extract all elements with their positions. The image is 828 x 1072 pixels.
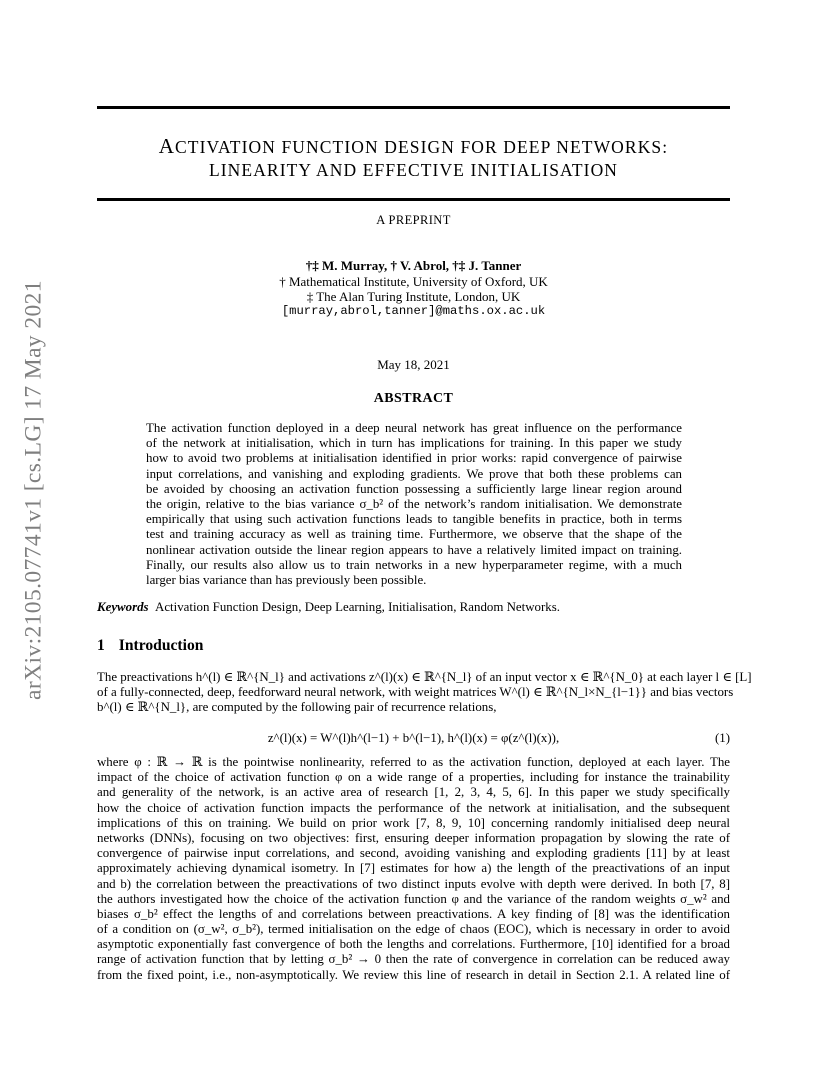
arxiv-stamp-text: arXiv:2105.07741v1 [cs.LG] 17 May 2021 (20, 280, 47, 700)
section-title: Introduction (118, 637, 204, 654)
abstract-line: input correlations, and vanishing and exploding gradients. We prove that both these problems can (146, 466, 682, 481)
affiliation-turing: ‡ The Alan Turing Institute, London, UK (306, 289, 521, 304)
body-line: biases σ_b² effect the lengths of and correlations between preactivations. A key finding of [8] was the identification (97, 906, 730, 921)
equation-1 (97, 731, 730, 749)
body-line: the authors investigated how the choice of the activation function φ and the variance of the random weights σ_w² and (97, 891, 730, 906)
body-line: how the choice of activation function impacts the performance of the network at initialisation, and the subsequent (97, 800, 730, 815)
abstract-line: test and training accuracy as well as training time. Furthermore, we observe that the shape of the (146, 527, 682, 542)
section-heading-introduction (97, 637, 203, 655)
authors: †‡ M. Murray, † V. Abrol, †‡ J. Tanner (305, 258, 522, 273)
abstract-line: the origin, relative to the bias variance σ_b² of the network’s random initialisation. We demonstrate (146, 496, 682, 511)
body-line: range of activation function that by letting σ_b² → 0 then the rate of convergence in correlation can be reduced away (97, 952, 730, 967)
body-line: of a fully-connected, deep, feedforward neural network, with weight matrices W^(l) ∈ ℝ^{N_l×N_{l−1}} and bias vectors (97, 685, 734, 700)
body-line: where φ : ℝ → ℝ is the pointwise nonlinearity, referred to as the activation function, deployed at each layer. The (97, 755, 730, 769)
abstract-line: The activation function deployed in a deep neural network has great influence on the performance (146, 421, 682, 435)
title-top-rule (97, 106, 730, 109)
author-email[interactable]: [murray,abrol,tanner]@maths.ox.ac.uk (281, 304, 546, 318)
keywords (97, 600, 560, 615)
intro-paragraph-2 (97, 755, 730, 983)
abstract-line: Finally, our results also allow us to train networks in a new hyperparameter regime, with a much (146, 557, 682, 572)
keywords-label: Keywords (97, 600, 149, 614)
body-line: from the fixed point, i.e., non-asymptotically. We review this line of research in detail in Section 2.1. A related line of (97, 967, 730, 982)
equation-number: (1) (714, 731, 730, 745)
abstract-line: nonlinear activation outside the linear region appears to have a relatively limited impact on training. (146, 542, 682, 557)
body-line: implications of this on training. We build on prior work [7, 8, 9, 10] concerning randomly initialised deep neural (97, 815, 730, 830)
abstract-line: be avoided by choosing an activation function possessing a sufficiently large linear region around (146, 481, 682, 496)
arxiv-stamp[interactable] (14, 270, 54, 710)
abstract-line: how to avoid two problems at initialisation identified in prior works: rapid convergence of pairwise (146, 451, 682, 466)
title-line-2: LINEARITY AND EFFECTIVE INITIALISATION (208, 160, 619, 180)
section-number: 1 (97, 637, 105, 654)
body-line: and generality of the network, is an active area of research [1, 2, 3, 4, 5, 6]. In this paper we study specifically (97, 785, 730, 800)
equation-formula: z^(l)(x) = W^(l)h^(l−1) + b^(l−1), h^(l)(x) = φ(z^(l)(x)), (267, 731, 560, 745)
abstract-body (146, 421, 682, 588)
body-line: impact of the choice of activation function φ on a wide range of a properties, including for instance the trainability (97, 770, 730, 785)
body-line: networks (DNNs), focusing on two objectives: first, ensuring deeper information propagation by slowing the rate of (97, 830, 730, 845)
abstract-line: larger bias variance than has previously been possible. (146, 572, 427, 587)
title-line-1: ACTIVATION FUNCTION DESIGN FOR DEEP NETWORKS: (158, 134, 669, 158)
keywords-list: Activation Function Design, Deep Learning, Initialisation, Random Networks. (155, 600, 560, 614)
body-line: of a condition on (σ_w², σ_b²), termed initialisation on the edge of chaos (EOC), which is necessary in order to avoid (97, 922, 730, 937)
abstract-heading: ABSTRACT (373, 391, 454, 406)
body-line: The preactivations h^(l) ∈ ℝ^{N_l} and activations z^(l)(x) ∈ ℝ^{N_l} of an input vector x ∈ ℝ^{N_0} at each layer l ∈ [L] (97, 670, 752, 684)
intro-paragraph-1 (97, 670, 752, 716)
title-bottom-rule (97, 198, 730, 201)
abstract-line: of the network at initialisation, which in turn has implications for training. In this paper we study (146, 436, 682, 451)
body-line: asymptotic exponentially fast convergence of both the lengths and correlations. Furthermore, [10] identified for a broad (97, 937, 730, 952)
preprint-label: A PREPRINT (376, 213, 451, 227)
body-line: and b) the correlation between the preactivations of two distinct inputs evolve with depth were derived. In both [7, 8] (97, 876, 730, 891)
date: May 18, 2021 (377, 357, 450, 372)
body-line: convergence of pairwise input correlations, and second, avoiding vanishing and exploding gradients [11] by at least (97, 846, 730, 861)
affiliation-oxford: † Mathematical Institute, University of Oxford, UK (279, 274, 548, 289)
abstract-line: empirically that using such activation functions leads to tangible benefits in practice, both in terms (146, 512, 682, 527)
body-line: b^(l) ∈ ℝ^{N_l}, are computed by the following pair of recurrence relations, (97, 700, 497, 715)
body-line: approximately achieving dynamical isometry. In [7] estimates for how a) the length of the preactivations of an input (97, 861, 730, 876)
